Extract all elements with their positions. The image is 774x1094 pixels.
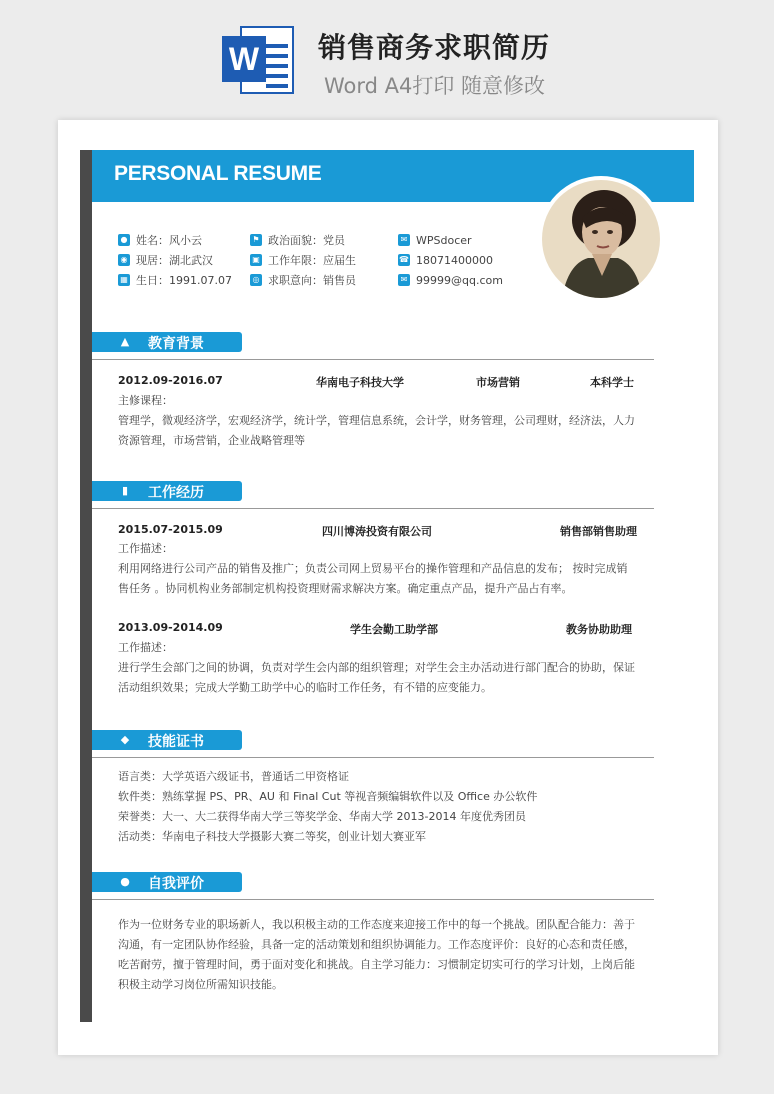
courses-line: 管理学，微观经济学，宏观经济学，统计学，管理信息系统，会计学，财务管理，公司理财，经济法，人力 [118, 414, 635, 427]
person-icon: ● [118, 234, 130, 246]
contact-item: ⚑ 政治面貌：党员 [250, 230, 356, 250]
contact-column-3 [398, 230, 503, 290]
education-period: 2012.09-2016.07 [118, 374, 223, 387]
self-eval-line: 吃苦耐劳，擅于管理时间，勇于面对变化和挑战。自主学习能力：习惯制定切实可行的学习计划，上岗后能 [118, 958, 635, 971]
section-divider [92, 899, 654, 900]
contact-column-2 [250, 230, 356, 290]
promo-header [0, 0, 774, 110]
skill-line: 活动类：华南电子科技大学摄影大赛二等奖，创业计划大赛亚军 [118, 830, 426, 843]
job-desc-line: 利用网络进行公司产品的销售及推广；负责公司网上贸易平台的操作管理和产品信息的发布； 按时完成销 [118, 562, 628, 575]
section-title: 教育背景 [148, 336, 204, 352]
section-title: 技能证书 [148, 734, 204, 750]
job-period: 2013.09-2014.09 [118, 621, 223, 634]
left-sidebar-bar [80, 150, 92, 1022]
job-period: 2015.07-2015.09 [118, 523, 223, 536]
promo-title: 销售商务求职简历 [318, 31, 551, 64]
banner-title: PERSONAL RESUME [114, 162, 322, 185]
contact-item: ✉ 99999@qq.com [398, 270, 503, 290]
profile-photo [542, 180, 660, 298]
graduation-cap-icon: ▲ [120, 335, 130, 348]
contact-item: ▦ 生日：1991.07.07 [118, 270, 232, 290]
word-app-icon [222, 22, 294, 98]
education-school: 华南电子科技大学 [316, 376, 404, 389]
calendar-icon: ▦ [118, 274, 130, 286]
skill-line: 软件类：熟练掌握 PS、PR、AU 和 Final Cut 等视音频编辑软件以及 Office 办公软件 [118, 790, 538, 803]
self-eval-line: 积极主动学习岗位所需知识技能。 [118, 978, 283, 991]
location-icon: ◉ [118, 254, 130, 266]
courses-label: 主修课程： [118, 394, 173, 407]
job-desc-line: 活动组织效果；完成大学勤工助学中心的临时工作任务，有不错的应变能力。 [118, 681, 492, 694]
contact-item: ▣ 工作年限：应届生 [250, 250, 356, 270]
job-position: 销售部销售助理 [560, 525, 637, 538]
self-eval-line: 作为一位财务专业的职场新人，我以积极主动的工作态度来迎接工作中的每一个挑战。团队配合能力：善于 [118, 918, 635, 931]
contact-item: ● 姓名：风小云 [118, 230, 232, 250]
chat-icon: ✉ [398, 234, 410, 246]
contact-item: ✉ WPSdocer [398, 230, 503, 250]
job-desc-line: 进行学生会部门之间的协调，负责对学生会内部的组织管理；对学生会主办活动进行部门配合的协助，保证 [118, 661, 635, 674]
section-divider [92, 757, 654, 758]
flag-icon: ⚑ [250, 234, 262, 246]
job-desc-label: 工作描述： [118, 542, 173, 555]
section-divider [92, 359, 654, 360]
bar-chart-icon: ▮ [121, 484, 129, 497]
skill-line: 荣誉类：大一、大二获得华南大学三等奖学金、华南大学 2013-2014 年度优秀团员 [118, 810, 526, 823]
job-desc-label: 工作描述： [118, 641, 173, 654]
section-title: 自我评价 [148, 876, 204, 892]
target-icon: ◎ [250, 274, 262, 286]
promo-subtitle: Word A4打印 随意修改 [324, 74, 546, 98]
job-position: 教务协助助理 [566, 623, 632, 636]
courses-line: 资源管理，市场营销，企业战略管理等 [118, 434, 305, 447]
person-icon: ● [120, 875, 130, 888]
phone-icon: ☎ [399, 255, 409, 264]
job-desc-line: 售任务 。协同机构业务部制定机构投资理财需求解决方案。确定重点产品，提升产品占有率。 [118, 582, 573, 595]
contact-item: ◉ 现居：湖北武汉 [118, 250, 232, 270]
mail-icon: ✉ [398, 274, 410, 286]
job-company: 学生会勤工助学部 [350, 623, 438, 636]
word-logo-letter: W [222, 36, 266, 82]
contact-column-1 [118, 230, 232, 290]
resume-page [58, 120, 718, 1055]
skill-line: 语言类：大学英语六级证书，普通话二甲资格证 [118, 770, 349, 783]
job-company: 四川博涛投资有限公司 [322, 525, 432, 538]
tag-icon: ◆ [120, 733, 130, 746]
contact-item: ◎ 求职意向：销售员 [250, 270, 356, 290]
self-eval-line: 沟通，有一定团队协作经验，具备一定的活动策划和组织协调能力。工作态度评价：良好的心态和责任感， [118, 938, 635, 951]
contact-item: ☎ 18071400000 [399, 253, 493, 267]
section-title: 工作经历 [148, 485, 204, 501]
briefcase-icon: ▣ [250, 254, 262, 266]
avatar [538, 176, 664, 302]
education-major: 市场营销 [476, 376, 520, 389]
section-divider [92, 508, 654, 509]
education-degree: 本科学士 [590, 376, 634, 389]
